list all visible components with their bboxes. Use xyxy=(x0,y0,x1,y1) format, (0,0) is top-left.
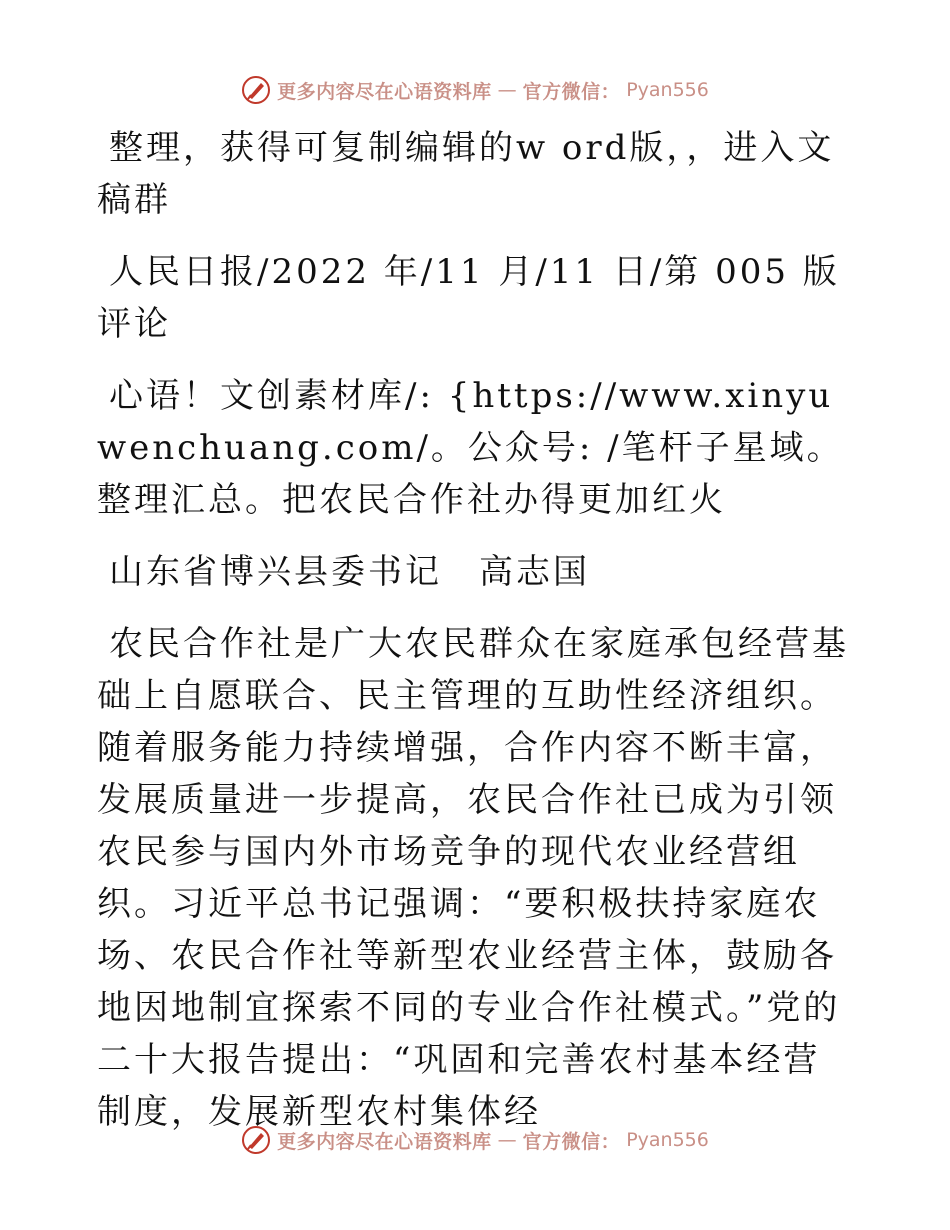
quill-logo-icon xyxy=(241,1125,271,1155)
paragraph-source: 人民日报/2022 年/11 月/11 日/第 005 版评论 xyxy=(97,252,840,344)
watermark-wechat-id: Pyan556 xyxy=(626,1129,709,1151)
watermark-dash: — xyxy=(497,1129,517,1151)
document-body xyxy=(97,122,857,1158)
paragraph-library-title: 心语！文创素材库/: {https://www.xinyuwenchuang.com/。公众号: /笔杆子星域。整理汇总。把农民合作社办得更加红火 xyxy=(97,376,844,520)
watermark-dash: — xyxy=(497,79,517,101)
watermark-brand-text: 更多内容尽在心语资料库 xyxy=(277,80,492,103)
watermark-brand-text: 更多内容尽在心语资料库 xyxy=(277,1130,492,1153)
watermark-wechat-label: 官方微信： xyxy=(522,80,621,103)
footer-watermark xyxy=(0,1120,950,1160)
watermark-wechat-label: 官方微信： xyxy=(522,1130,621,1153)
quill-logo-icon xyxy=(241,75,271,105)
header-watermark xyxy=(0,70,950,110)
paragraph-author: 山东省博兴县委书记 高志国 xyxy=(109,552,590,592)
paragraph-intro: 整理，获得可复制编辑的w ord版，，进入文稿群 xyxy=(97,128,835,220)
paragraph-body: 农民合作社是广大农民群众在家庭承包经营基础上自愿联合、民主管理的互助性经济组织。随着服务能力持续增强，合作内容不断丰富，发展质量进一步提高，农民合作社已成为引领农民参与国内外市场竞争的现代农业经营组织。习近平总书记强调：“要积极扶持家庭农场、农民合作社等新型农业经营主体，鼓励各地因地制宜探索不同的专业合作社模式。”党的二十大报告提出：“巩固和完善农村基本经营制度，发展新型农村集体经 xyxy=(97,624,849,1132)
watermark-wechat-id: Pyan556 xyxy=(626,79,709,101)
